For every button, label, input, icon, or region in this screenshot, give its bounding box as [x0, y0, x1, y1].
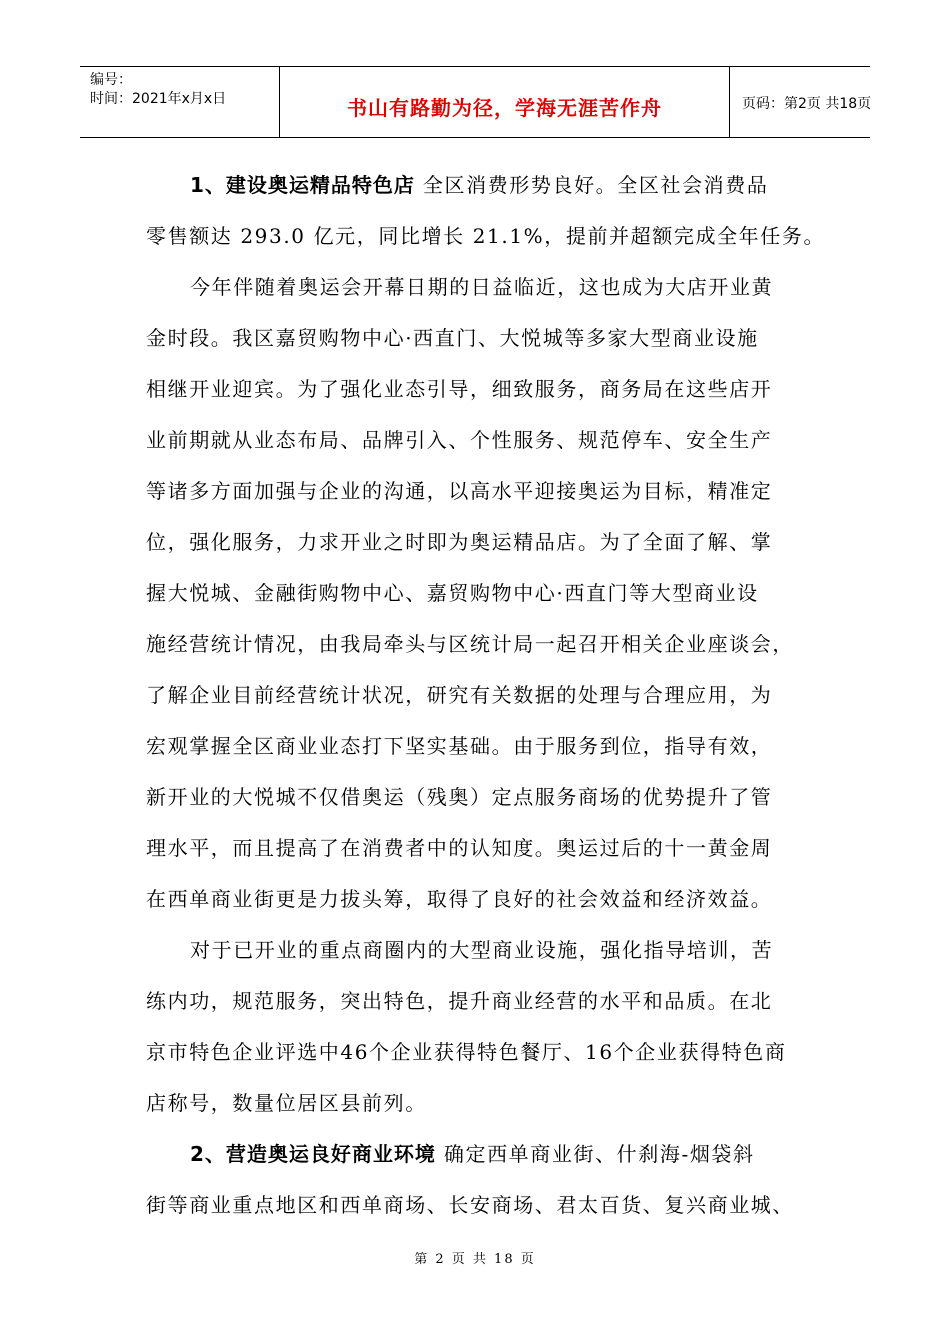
page-footer: 第 2 页 共 18 页	[414, 1252, 536, 1267]
body-line: 理水平，而且提高了在消费者中的认知度。奥运过后的十一黄金周	[146, 836, 773, 860]
body-line	[146, 1129, 822, 1180]
body-line: 零售额达 293.0 亿元，同比增长 21.1%，提前并超额完成全年任务。	[146, 224, 826, 248]
header-page-cell	[730, 67, 870, 137]
header-motto: 书山有路勤为径，学海无涯苦作舟	[347, 96, 662, 120]
body-line: 施经营统计情况，由我局牵头与区统计局一起召开相关企业座谈会，	[146, 632, 794, 656]
section-heading: 1、建设奥运精品特色店	[190, 173, 415, 197]
body-line: 相继开业迎宾。为了强化业态引导，细致服务，商务局在这些店开	[146, 377, 773, 401]
body-line: 街等商业重点地区和西单商场、长安商场、君太百货、复兴商业城、	[146, 1193, 794, 1217]
body-line: 握大悦城、金融街购物中心、嘉贸购物中心·西直门等大型商业设	[146, 581, 759, 605]
body-line: 等诸多方面加强与企业的沟通，以高水平迎接奥运为目标，精准定	[146, 479, 773, 503]
body-line: 在西单商业街更是力拔头筹，取得了良好的社会效益和经济效益。	[146, 887, 773, 911]
body-line: 今年伴随着奥运会开幕日期的日益临近，这也成为大店开业黄	[190, 275, 774, 299]
document-code-label: 编号：	[90, 72, 132, 88]
body-line: 对于已开业的重点商圈内的大型商业设施，强化指导培训，苦	[190, 938, 774, 962]
line-text: 全区消费形势良好。全区社会消费品	[414, 173, 769, 197]
body-line: 了解企业目前经营统计状况，研究有关数据的处理与合理应用，为	[146, 683, 773, 707]
body-line: 宏观掌握全区商业业态打下坚实基础。由于服务到位，指导有效，	[146, 734, 773, 758]
header-motto-cell	[280, 67, 730, 137]
body-line: 业前期就从业态布局、品牌引入、个性服务、规范停车、安全生产	[146, 428, 773, 452]
body-line	[146, 160, 822, 211]
body-line: 位，强化服务，力求开业之时即为奥运精品店。为了全面了解、掌	[146, 530, 773, 554]
line-text: 确定西单商业街、什刹海-烟袋斜	[435, 1142, 755, 1166]
body-line: 金时段。我区嘉贸购物中心·西直门、大悦城等多家大型商业设施	[146, 326, 759, 350]
body-line: 新开业的大悦城不仅借奥运（残奥）定点服务商场的优势提升了管	[146, 785, 773, 809]
body-line: 店称号，数量位居区县前列。	[146, 1091, 427, 1115]
page-header	[80, 66, 870, 138]
document-body	[146, 160, 826, 1231]
body-line: 京市特色企业评选中46个企业获得特色餐厅、16个企业获得特色商	[146, 1040, 787, 1064]
document-time-label: 时间：2021年x月x日	[90, 91, 227, 107]
section-heading: 2、营造奥运良好商业环境	[190, 1142, 436, 1166]
header-meta-cell	[80, 67, 280, 137]
header-page-number: 页码：第2页 共18页	[742, 96, 872, 112]
body-line: 练内功，规范服务，突出特色，提升商业经营的水平和品质。在北	[146, 989, 773, 1013]
